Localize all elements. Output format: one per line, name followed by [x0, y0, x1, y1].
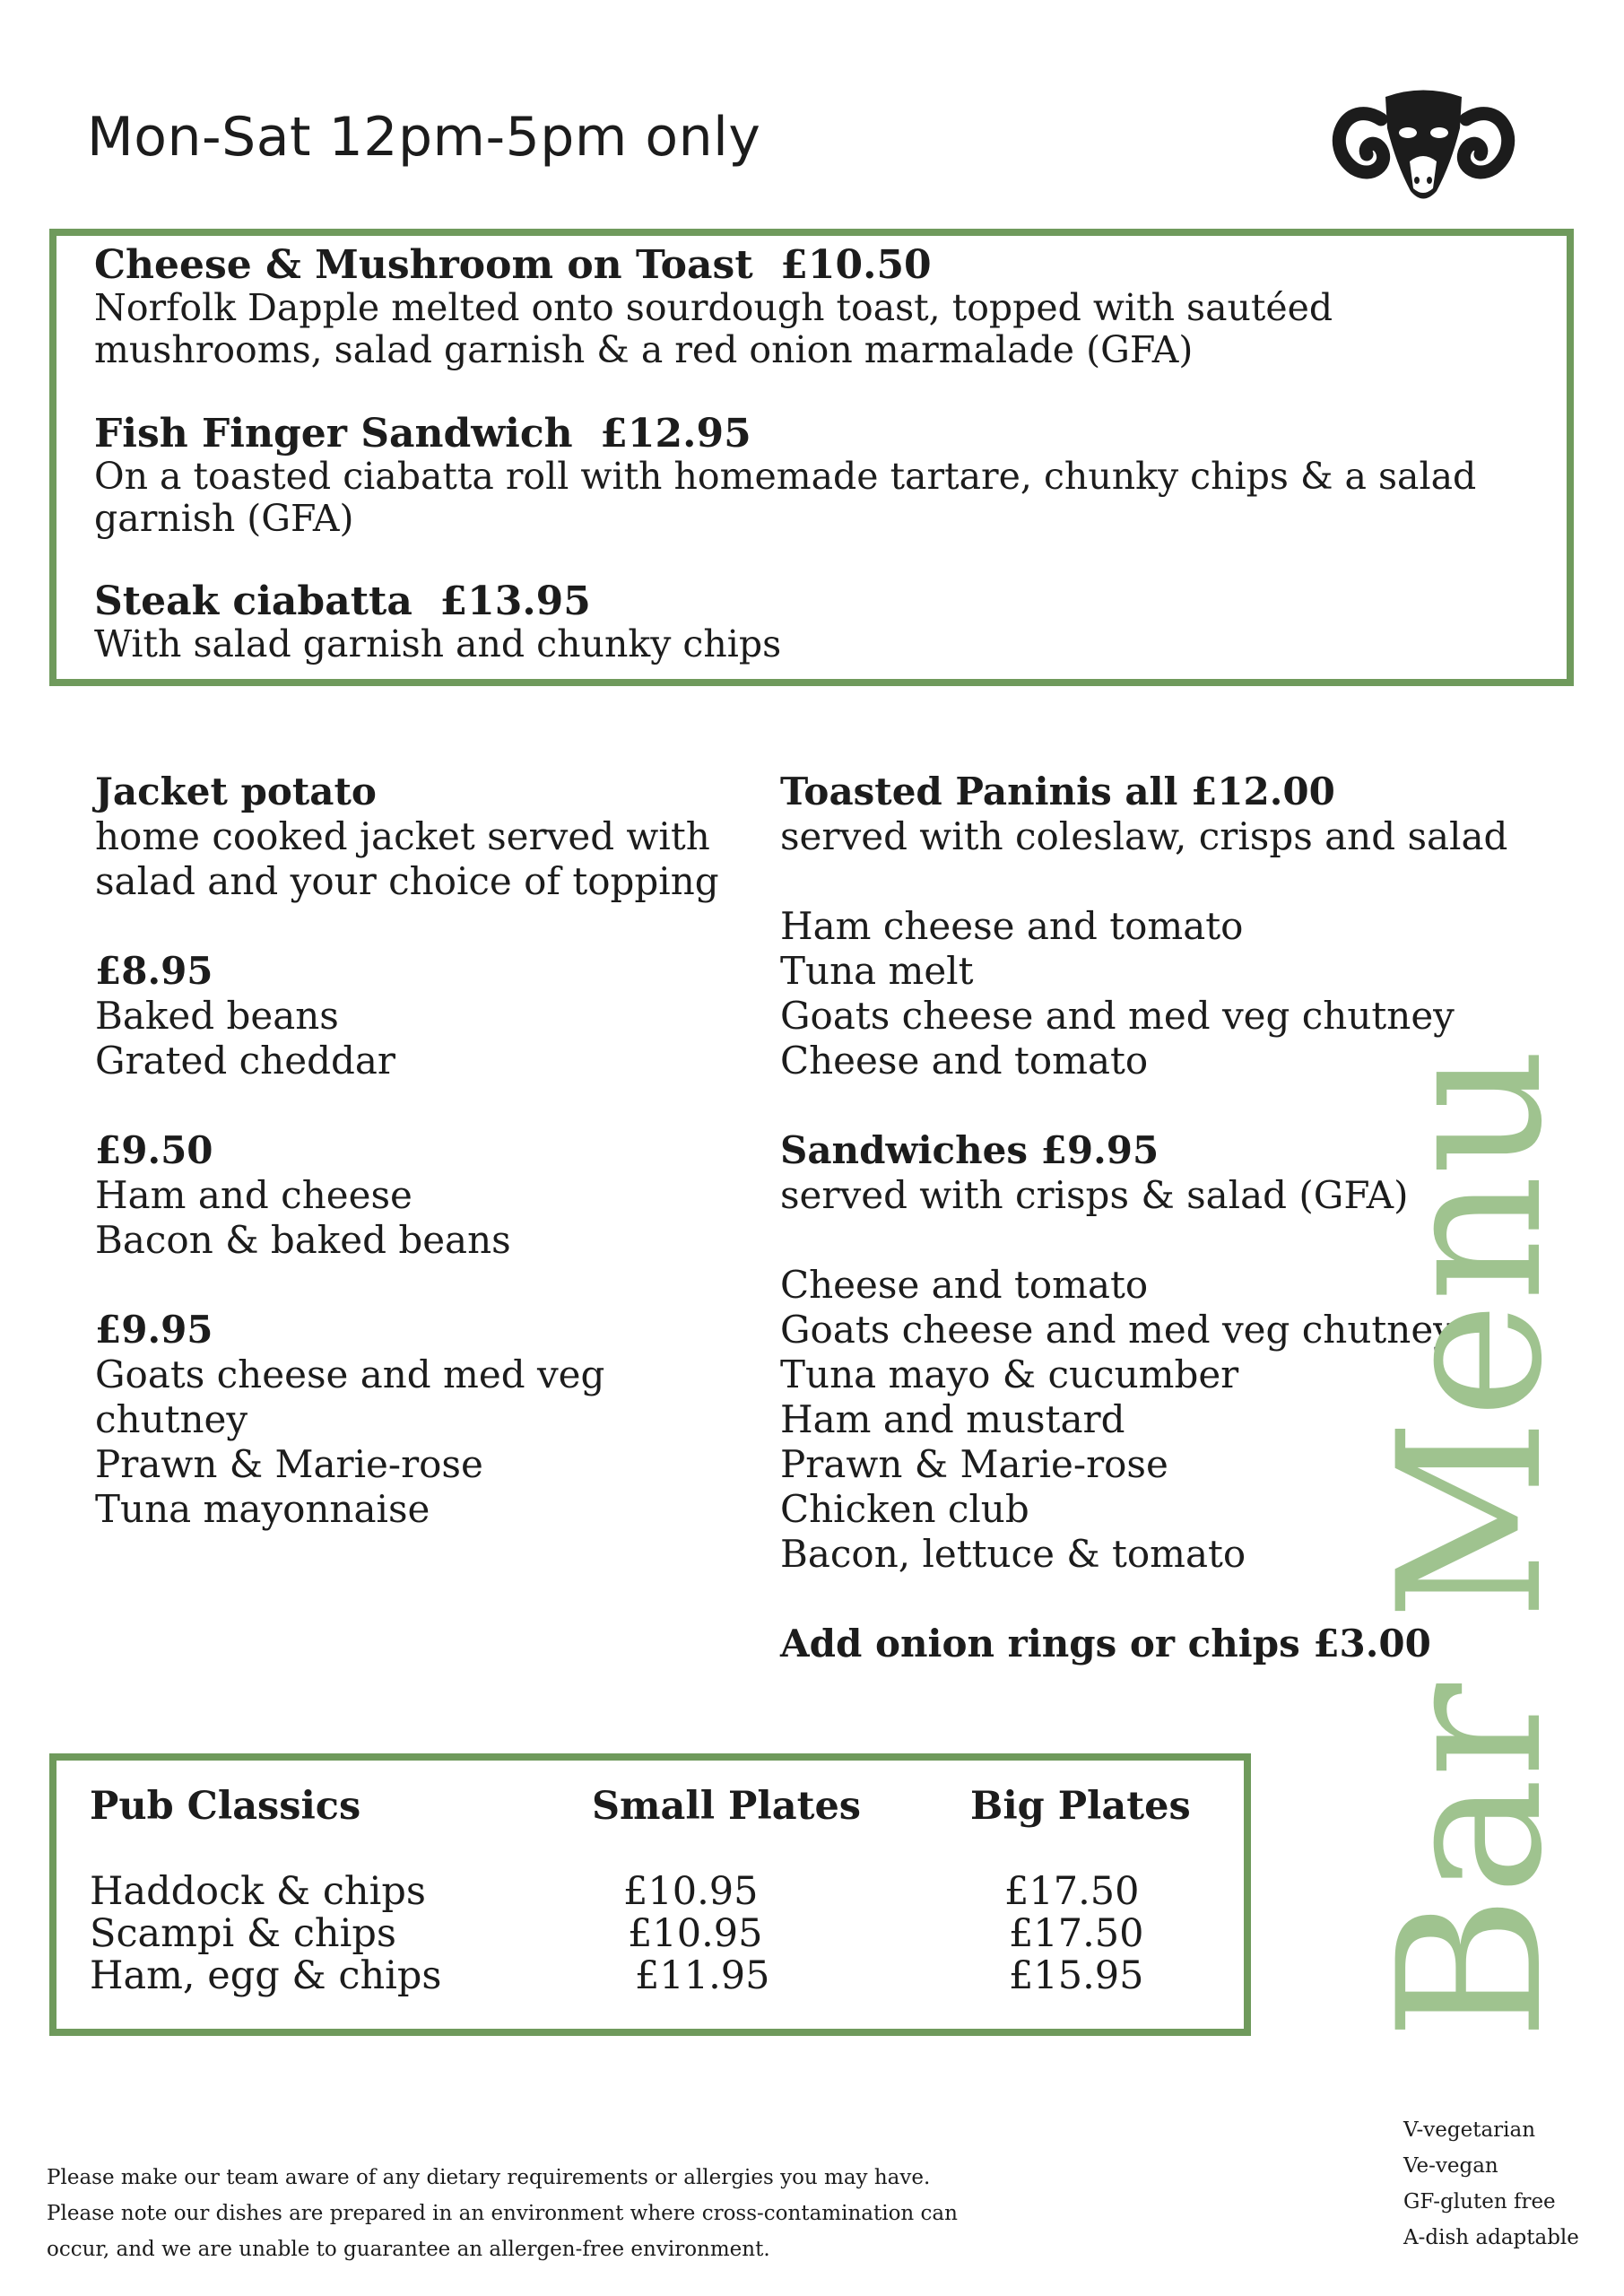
- list-item: Grated cheddar: [95, 1039, 395, 1083]
- big-plate-price: £15.95: [1009, 1953, 1144, 1998]
- featured-item: [94, 244, 1565, 371]
- column-header: Pub Classics: [90, 1784, 361, 1829]
- big-plate-price: £17.50: [1009, 1911, 1144, 1956]
- big-plate-price: £17.50: [1004, 1869, 1140, 1914]
- featured-item: [94, 580, 1565, 665]
- price-tier: £8.95: [95, 949, 213, 993]
- key-item: Ve-vegan: [1403, 2154, 1498, 2178]
- section-description: served with crisps & salad (GFA): [780, 1173, 1409, 1217]
- dish-name: Haddock & chips: [90, 1869, 426, 1914]
- list-item: Goats cheese and med veg chutney: [780, 994, 1455, 1038]
- list-item: chutney: [95, 1397, 248, 1441]
- column-header: Small Plates: [592, 1784, 862, 1829]
- availability-header: Mon-Sat 12pm-5pm only: [87, 106, 761, 169]
- section-description: home cooked jacket served with: [95, 814, 710, 858]
- list-item: Prawn & Marie-rose: [95, 1442, 483, 1486]
- list-item: Baked beans: [95, 994, 339, 1038]
- key-item: V-vegetarian: [1403, 2118, 1536, 2142]
- key-item: GF-gluten free: [1403, 2190, 1556, 2213]
- section-description: salad and your choice of topping: [95, 859, 719, 903]
- item-description: Norfolk Dapple melted onto sourdough toast, topped with sautéed mushrooms, salad garnish & a red onion marmalade (GFA): [94, 286, 1333, 371]
- list-item: Cheese and tomato: [780, 1263, 1149, 1307]
- item-name: Fish Finger Sandwich: [94, 411, 573, 457]
- list-item: Tuna melt: [780, 949, 974, 993]
- list-item: Tuna mayo & cucumber: [780, 1352, 1239, 1396]
- item-price: £13.95: [439, 578, 591, 624]
- list-item: Bacon, lettuce & tomato: [780, 1532, 1246, 1576]
- small-plate-price: £11.95: [635, 1953, 770, 1998]
- list-item: Ham and mustard: [780, 1397, 1125, 1441]
- dish-name: Ham, egg & chips: [90, 1953, 442, 1998]
- list-item: Bacon & baked beans: [95, 1218, 511, 1262]
- extras-note: Add onion rings or chips £3.00: [780, 1622, 1431, 1665]
- jacket-potato-section: [95, 770, 719, 1532]
- list-item: Ham cheese and tomato: [780, 904, 1244, 948]
- list-item: Goats cheese and med veg chutney: [780, 1308, 1455, 1352]
- column-header: Big Plates: [970, 1784, 1191, 1829]
- key-item: A-dish adaptable: [1403, 2226, 1579, 2249]
- section-title: Sandwiches £9.95: [780, 1128, 1159, 1172]
- list-item: Prawn & Marie-rose: [780, 1442, 1168, 1486]
- section-title: Jacket potato: [95, 770, 377, 813]
- ram-head-icon: [1327, 79, 1520, 213]
- item-price: £10.50: [780, 242, 932, 288]
- list-item: Chicken club: [780, 1487, 1029, 1531]
- price-tier: £9.50: [95, 1128, 213, 1172]
- list-item: Cheese and tomato: [780, 1039, 1149, 1083]
- section-description: served with coleslaw, crisps and salad: [780, 814, 1508, 858]
- dietary-key: [1403, 2112, 1579, 2256]
- list-item: Goats cheese and med veg: [95, 1352, 605, 1396]
- list-item: Tuna mayonnaise: [95, 1487, 430, 1531]
- item-price: £12.95: [600, 411, 751, 457]
- dish-name: Scampi & chips: [90, 1911, 396, 1956]
- price-tier: £9.95: [95, 1308, 213, 1352]
- item-description: On a toasted ciabatta roll with homemade tartare, chunky chips & a salad garnish (GFA): [94, 455, 1477, 540]
- item-description: With salad garnish and chunky chips: [94, 622, 782, 665]
- item-name: Cheese & Mushroom on Toast: [94, 242, 753, 288]
- allergen-notice: Please make our team aware of any dietary requirements or allergies you may have. Please note our dishes are prepared in an environment where cross-contamination can occur, and we are unable to guarantee an allergen-free environment.: [47, 2166, 958, 2261]
- small-plate-price: £10.95: [628, 1911, 763, 1956]
- list-item: Ham and cheese: [95, 1173, 413, 1217]
- small-plate-price: £10.95: [623, 1869, 759, 1914]
- section-title: Toasted Paninis all £12.00: [780, 770, 1335, 813]
- item-name: Steak ciabatta: [94, 578, 413, 624]
- featured-item: [94, 413, 1565, 540]
- bar-menu-title: Bar Menu: [1356, 1048, 1585, 2040]
